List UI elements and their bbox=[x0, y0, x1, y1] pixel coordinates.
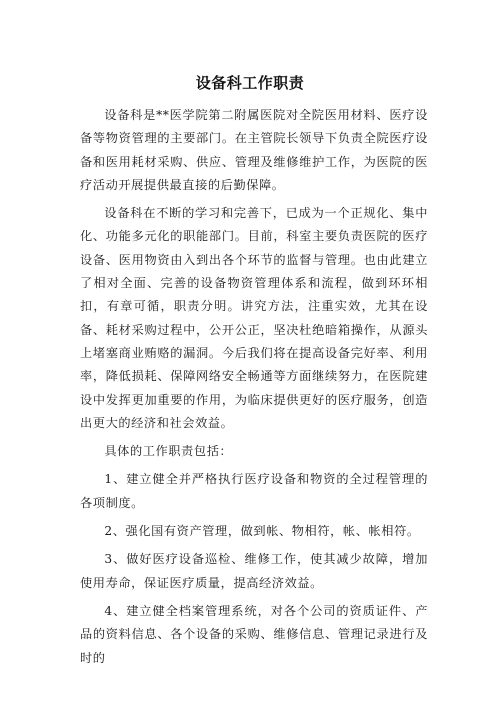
document-title: 设备科工作职责 bbox=[195, 74, 305, 92]
duty-item-4: 4、建立健全档案管理系统，对各个公司的资质证件、产品的资料信息、各个设备的采购、维修信息、管理记录进行及时的 bbox=[80, 603, 428, 665]
document-body bbox=[80, 104, 428, 670]
duties-heading-paragraph: 具体的工作职责包括： bbox=[104, 444, 233, 459]
duty-item-1: 1、建立健全并严格执行医疗设备和物资的全过程管理的各项制度。 bbox=[80, 472, 428, 510]
duty-item-3: 3、做好医疗设备巡检、维修工作，使其减少故障，增加使用寿命，保证医疗质量，提高经济效益。 bbox=[80, 552, 428, 590]
duty-item-2: 2、强化国有资产管理，做到帐、物相符，帐、帐相符。 bbox=[104, 524, 420, 539]
development-paragraph: 设备科在不断的学习和完善下，已成为一个正规化、集中化、功能多元化的职能部门。目前，科室主要负责医院的医疗设备、医用物资由入到出各个环节的监督与管理。也由此建立了相对全面、完善的设备物资管理体系和流程，做到环环相扣，有章可循，职责分明。讲究方法，注重实效，尤其在设备、耗材采购过程中，公开公正，坚决杜绝暗箱操作，从源头上堵塞商业贿赂的漏洞。今后我们将在提高设备完好率、利用率，降低损耗、保障网络安全畅通等方面继续努力，在医院建设中发挥更加重要的作用，为临床提供更好的医疗服务，创造出更大的经济和社会效益。 bbox=[80, 206, 428, 430]
intro-paragraph: 设备科是**医学院第二附属医院对全院医用材料、医疗设备等物资管理的主要部门。在主管院长领导下负责全院医疗设备和医用耗材采购、供应、管理及维修维护工作，为医院的医疗活动开展提供最直接的后勤保障。 bbox=[80, 108, 428, 192]
